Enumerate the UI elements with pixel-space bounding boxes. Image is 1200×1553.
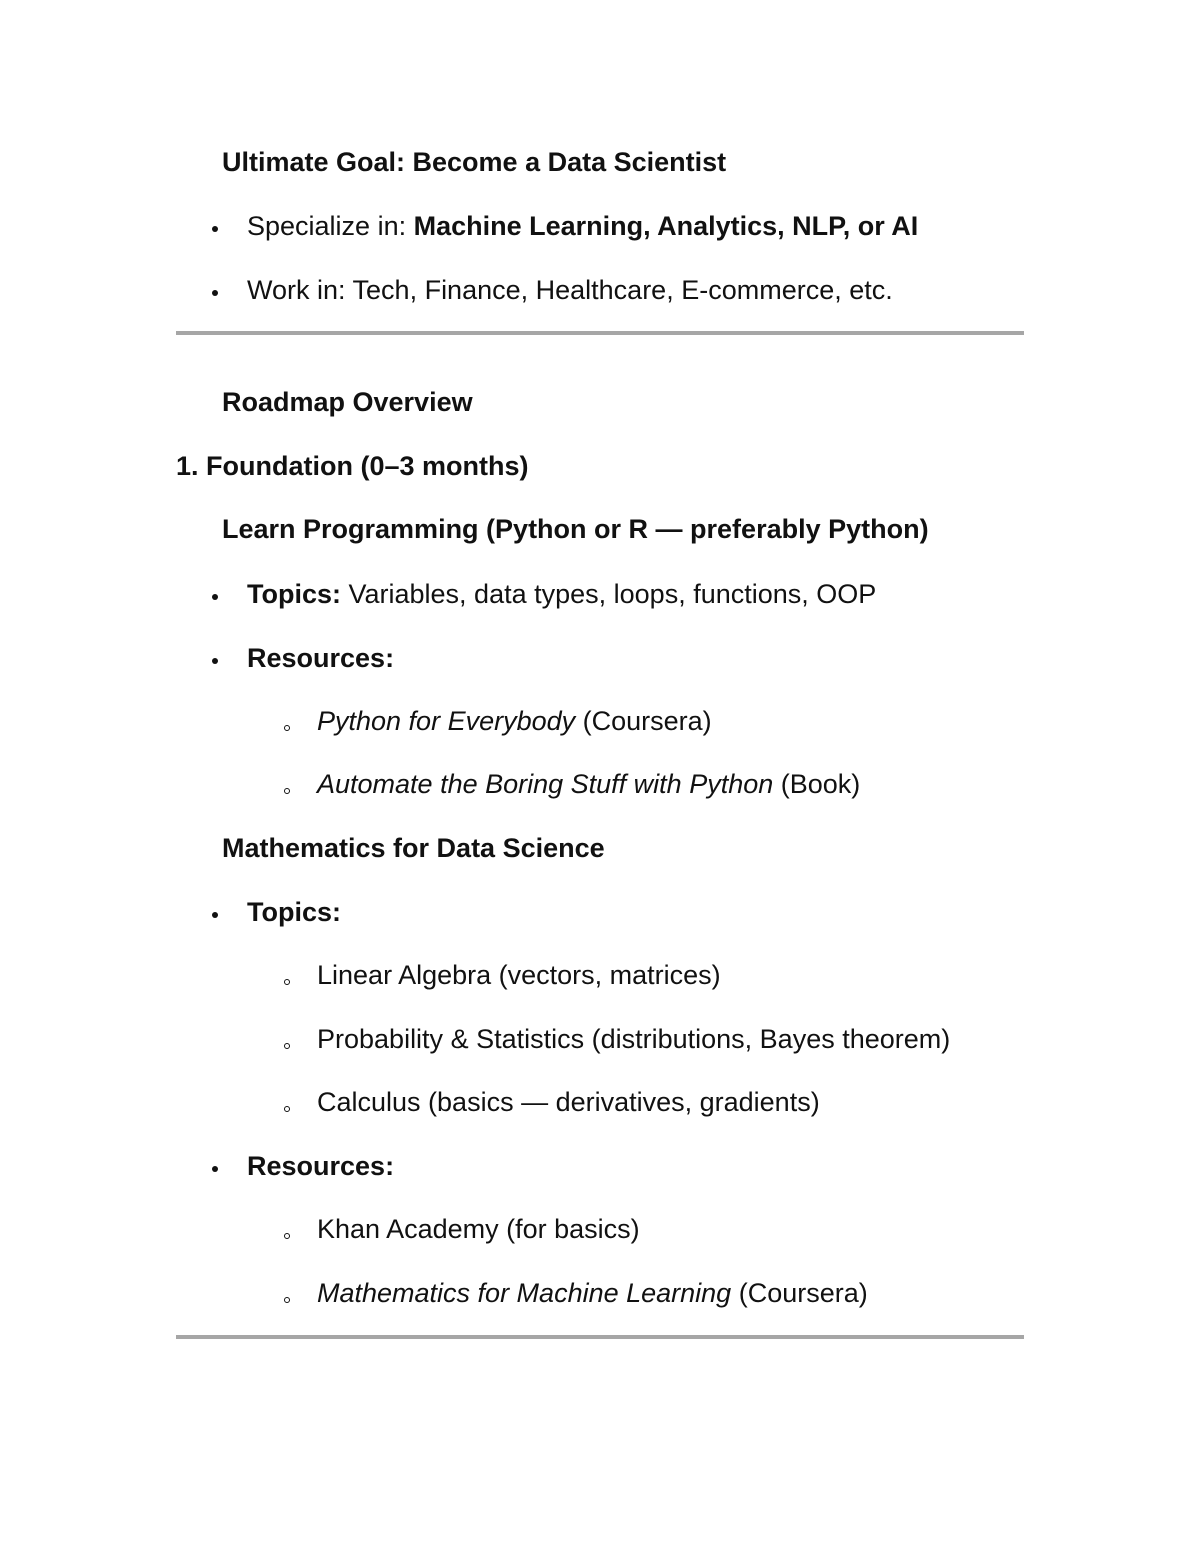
resource-note: (Coursera) [575, 706, 712, 736]
math-topic-item: Calculus (basics — derivatives, gradients) [317, 1087, 820, 1117]
topics-value: Variables, data types, loops, functions, OOP [341, 579, 877, 609]
resource-item [317, 704, 712, 738]
bullet-icon [212, 912, 218, 918]
topics-label: Topics: [247, 579, 341, 609]
math-resource-item: Khan Academy (for basics) [317, 1214, 640, 1244]
work-in-item: Work in: Tech, Finance, Healthcare, E-commerce, etc. [247, 275, 893, 305]
sub-bullet-icon [284, 1297, 290, 1303]
specialize-item [247, 209, 918, 243]
math-topic-item: Probability & Statistics (distributions, Bayes theorem) [317, 1024, 951, 1054]
resource-note: (Coursera) [731, 1278, 868, 1308]
resource-title: Mathematics for Machine Learning [317, 1278, 732, 1308]
bullet-icon [212, 594, 218, 600]
math-resource-item [317, 1276, 868, 1310]
section-divider [176, 1335, 1024, 1339]
sub-bullet-icon [284, 1106, 290, 1112]
sub-bullet-icon [284, 788, 290, 794]
sub-bullet-icon [284, 979, 290, 985]
roadmap-heading: Roadmap Overview [222, 387, 473, 417]
programming-heading: Learn Programming (Python or R — preferably Python) [222, 514, 929, 544]
phase1-title: 1. Foundation (0–3 months) [176, 451, 529, 481]
bullet-icon [212, 658, 218, 664]
sub-bullet-icon [284, 1043, 290, 1049]
goal-heading: Ultimate Goal: Become a Data Scientist [222, 147, 727, 177]
sub-bullet-icon [284, 1233, 290, 1239]
bullet-icon [212, 290, 218, 296]
bullet-icon [212, 226, 218, 232]
specialize-value: Machine Learning, Analytics, NLP, or AI [413, 211, 919, 241]
bullet-icon [212, 1166, 218, 1172]
resource-note: (Book) [773, 769, 861, 799]
programming-resources-label: Resources: [247, 643, 395, 673]
resource-item [317, 767, 860, 801]
sub-bullet-icon [284, 725, 290, 731]
math-heading: Mathematics for Data Science [222, 833, 605, 863]
programming-topics-item [247, 577, 876, 611]
math-resources-label: Resources: [247, 1151, 395, 1181]
math-topic-item: Linear Algebra (vectors, matrices) [317, 960, 721, 990]
specialize-prefix: Specialize in: [247, 211, 414, 241]
math-topics-label: Topics: [247, 897, 341, 927]
section-divider [176, 331, 1024, 335]
resource-title: Automate the Boring Stuff with Python [317, 769, 774, 799]
resource-title: Python for Everybody [317, 706, 576, 736]
